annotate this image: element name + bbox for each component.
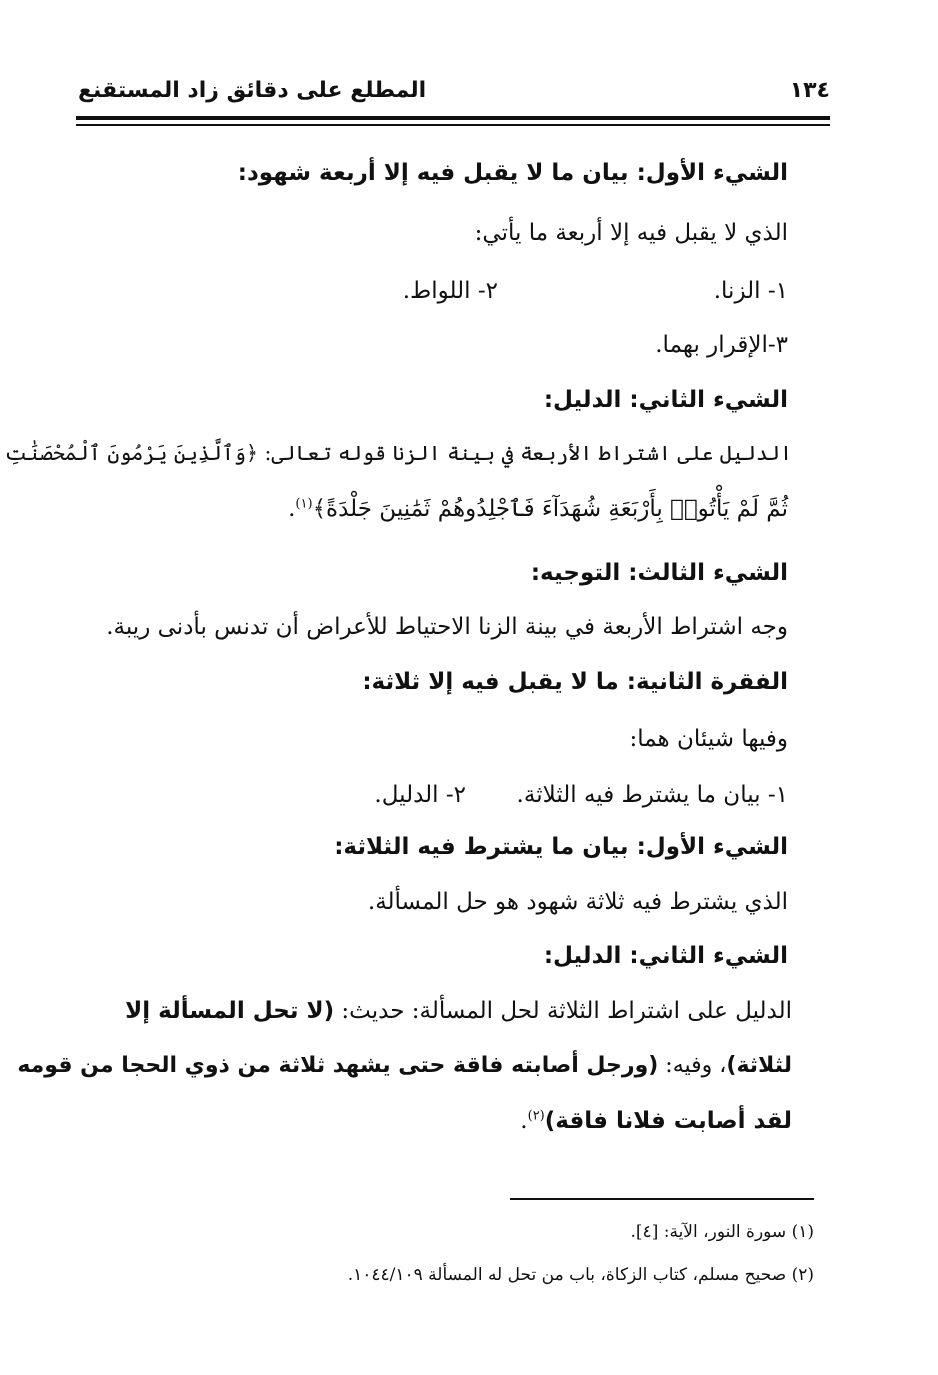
heading-second-thing-evidence-2: الشيء الثاني: الدليل: xyxy=(543,943,788,969)
sentence-end-2: . xyxy=(520,1108,528,1134)
page-number: ١٣٤ xyxy=(789,78,830,103)
hadith-quote-part3: (ورجل أصابته فاقة حتى يشهد ثلاثة من ذوي الحجا من قومه xyxy=(17,1053,659,1078)
footnote-separator xyxy=(510,1198,814,1200)
paragraph-guidance: وجه اشتراط الأربعة في بينة الزنا الاحتياط للأعراض أن تدنس بأدنى ريبة. xyxy=(106,614,788,640)
list-item-zina: ١- الزنا. xyxy=(713,278,788,304)
footnote-marker-1: (١) xyxy=(295,496,313,512)
paragraph-condition: الذي يشترط فيه ثلاثة شهود هو حل المسألة. xyxy=(367,889,788,915)
heading-first-thing-condition: الشيء الأول: بيان ما يشترط فيه الثلاثة: xyxy=(334,834,788,860)
paragraph-evidence-quran-line1 xyxy=(5,443,792,464)
paragraph-evidence-hadith-line1 xyxy=(125,1000,792,1023)
paragraph-evidence-hadith-line3 xyxy=(520,1110,792,1133)
hadith-quote-part2: لثلاثة) xyxy=(726,1053,792,1078)
heading-third-thing-guidance: الشيء الثالث: التوجيه: xyxy=(530,560,788,586)
paragraph-two-things: وفيها شيئان هما: xyxy=(629,726,788,752)
heading-first-thing-four-witnesses: الشيء الأول: بيان ما لا يقبل فيه إلا أربعة شهود: xyxy=(237,160,788,186)
evidence-intro-text: الدليل على اشتراط الأربعة في بينة الزنا قوله تعالى: xyxy=(257,441,792,465)
list-item-condition: ١- بيان ما يشترط فيه الثلاثة. xyxy=(516,782,788,808)
hadith-quote-part1: (لا تحل المسألة إلا xyxy=(125,998,335,1024)
list-four-witness-cases xyxy=(76,278,788,308)
footnote-1: (١) سورة النور، الآية: [٤]. xyxy=(630,1222,814,1242)
hadith-connector: ، وفيه: xyxy=(658,1053,727,1078)
quran-verse-part1: ﴿وَٱلَّذِينَ يَرْمُونَ ٱلْمُحْصَنَٰتِ xyxy=(4,441,258,465)
list-item-confession: ٣-الإقرار بهما. xyxy=(655,332,788,358)
footnote-marker-2: (٢) xyxy=(527,1108,545,1124)
paragraph-evidence-quran-line2 xyxy=(288,498,788,521)
list-two-things xyxy=(76,782,788,812)
running-title: المطلع على دقائق زاد المستقنع xyxy=(78,78,427,103)
list-item-evidence: ٢- الدليل. xyxy=(374,782,466,808)
paragraph-evidence-hadith-line2 xyxy=(17,1055,792,1077)
list-item-liwat: ٢- اللواط. xyxy=(402,278,498,304)
sentence-end: . xyxy=(288,496,296,522)
hadith-quote-part4: لقد أصابت فلانا فاقة) xyxy=(544,1108,792,1134)
quran-verse-part2: ثُمَّ لَمْ يَأْتُوا۟ بِأَرْبَعَةِ شُهَدَآءَ فَٱجْلِدُوهُمْ ثَمَٰنِينَ جَلْدَةً﴾ xyxy=(312,496,788,522)
paragraph-four-cases-intro: الذي لا يقبل فيه إلا أربعة ما يأتي: xyxy=(474,220,788,246)
footnote-2: (٢) صحيح مسلم، كتاب الزكاة، باب من تحل له المسألة ١٠٤٤/١٠٩. xyxy=(347,1265,814,1285)
main-text xyxy=(4,0,792,1375)
hadith-intro-text: الدليل على اشتراط الثلاثة لحل المسألة: حديث: xyxy=(334,998,792,1024)
heading-second-thing-evidence: الشيء الثاني: الدليل: xyxy=(543,387,788,413)
heading-second-section-three: الفقرة الثانية: ما لا يقبل فيه إلا ثلاثة: xyxy=(362,669,788,695)
